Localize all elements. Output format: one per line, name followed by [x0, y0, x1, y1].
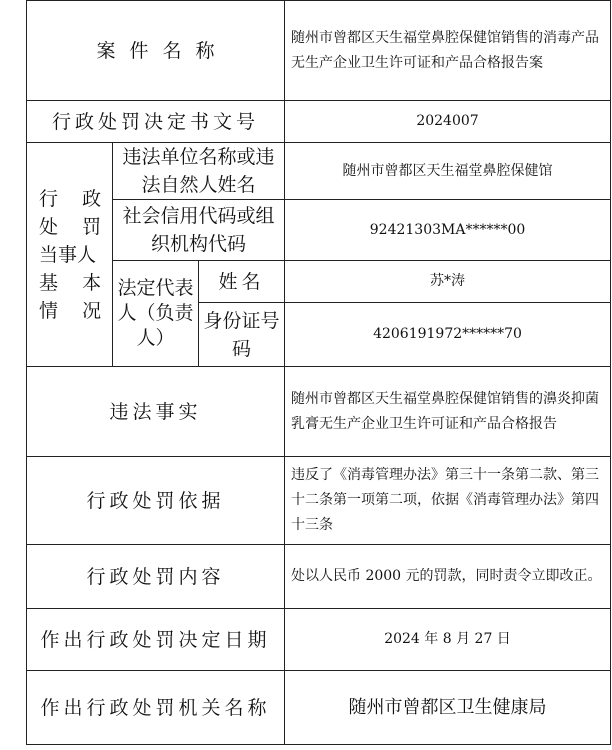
- penalty-table: [26, 0, 611, 745]
- row-case-name: [27, 1, 611, 101]
- row-penalty-basis: [27, 457, 611, 545]
- row-authority: [27, 671, 611, 745]
- authority-value: 随州市曾都区卫生健康局: [285, 671, 611, 745]
- row-unit-name: [27, 143, 611, 200]
- penalty-decision-table: [26, 0, 610, 746]
- row-penalty-content: [27, 545, 611, 609]
- unit-name-value: 随州市曾都区天生福堂鼻腔保健馆: [285, 143, 611, 200]
- authority-label: 作出行政处罚机关名称: [27, 671, 285, 745]
- unit-name-label: 违法单位名称或违法自然人姓名: [113, 143, 285, 200]
- penalty-basis-value: 违反了《消毒管理办法》第三十一条第二款、第三十二条第一项第二项，依据《消毒管理办法》第四十三条: [285, 457, 611, 545]
- doc-number-label: 行政处罚决定书文号: [27, 101, 285, 143]
- side-line-3: 当事人: [39, 243, 97, 266]
- penalty-basis-label: 行政处罚依据: [27, 457, 285, 545]
- row-violation-facts: [27, 367, 611, 457]
- row-rep-name: [27, 261, 611, 303]
- row-doc-number: [27, 101, 611, 143]
- party-side-label: [27, 143, 113, 367]
- side-line-4: 基 本: [39, 271, 102, 294]
- credit-code-value: 92421303MA******00: [285, 200, 611, 261]
- penalty-content-value: 处以人民币 2000 元的罚款，同时责令立即改正。: [285, 545, 611, 609]
- rep-id-value: 4206191972******70: [285, 303, 611, 367]
- legal-rep-label: 法定代表人（负责人）: [113, 261, 199, 367]
- row-credit-code: [27, 200, 611, 261]
- rep-id-label: 身份证号码: [199, 303, 285, 367]
- violation-facts-value: 随州市曾都区天生福堂鼻腔保健馆销售的濞炎抑菌乳膏无生产企业卫生许可证和产品合格报告: [285, 367, 611, 457]
- side-line-5: 情 况: [39, 299, 102, 322]
- case-name-label: 案件名称: [27, 1, 285, 101]
- decision-date-label: 作出行政处罚决定日期: [27, 609, 285, 671]
- rep-name-value: 苏*涛: [285, 261, 611, 303]
- credit-code-label: 社会信用代码或组织机构代码: [113, 200, 285, 261]
- rep-name-label: 姓名: [199, 261, 285, 303]
- decision-date-value: 2024 年 8 月 27 日: [285, 609, 611, 671]
- penalty-content-label: 行政处罚内容: [27, 545, 285, 609]
- violation-facts-label: 违法事实: [27, 367, 285, 457]
- case-name-value: 随州市曾都区天生福堂鼻腔保健馆销售的消毒产品无生产企业卫生许可证和产品合格报告案: [285, 1, 611, 101]
- doc-number-value: 2024007: [285, 101, 611, 143]
- side-line-1: 行 政: [39, 187, 102, 210]
- row-decision-date: [27, 609, 611, 671]
- side-line-2: 处 罚: [39, 215, 102, 238]
